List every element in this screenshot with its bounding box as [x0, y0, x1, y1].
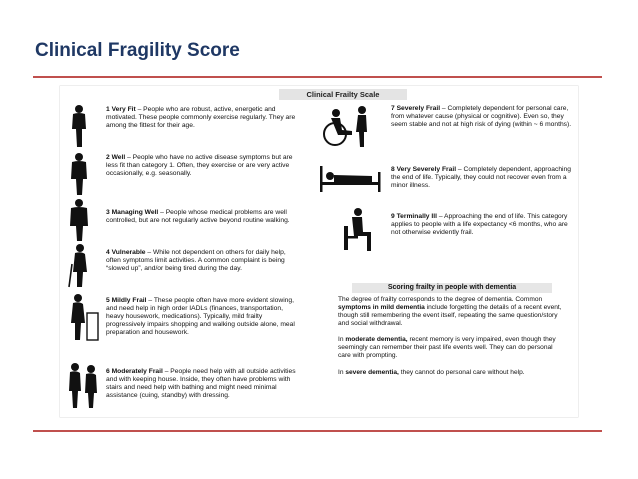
- item-text: – These people often have more evident slowing, and need help in high order IADLs (finances, transportation, heavy housework, medications). Typically, mild frailty progressively impairs shopping and walking outside alone, meal preparation and housework.: [106, 297, 295, 337]
- scale-item-6: [106, 368, 304, 400]
- item-text: – People who are robust, active, energetic and motivated. These people commonly exercise regularly. They are among the fittest for their age.: [106, 106, 296, 130]
- scale-item-2: [106, 154, 301, 178]
- dementia-paragraph-moderate: [338, 336, 566, 360]
- scale-item-4: [106, 249, 301, 273]
- item-text: – People need help with all outside activities and with keeping house. Inside, they often have problems with stairs and need help with bathing and might need minimal assistance (cuing, standby) with dressing.: [106, 368, 296, 400]
- item-text: – People who have no active disease symptoms but are less fit than category 1. Often, they exercise or are very active occasionally, e.g. seasonally.: [106, 154, 293, 178]
- item-label: 2 Well: [106, 154, 126, 161]
- frailty-scale-figure: [60, 86, 578, 417]
- dementia-text: include forgetting the details of a recent event, though still remembering the event itself, repeating the same question/story and social withdrawal.: [338, 304, 562, 327]
- scale-item-1: [106, 106, 301, 130]
- item-label: 1 Very Fit: [106, 106, 136, 113]
- scale-item-8: [391, 166, 575, 190]
- vulnerable-figure-icon: [64, 242, 96, 288]
- severely-frail-figure-icon: [318, 104, 376, 148]
- dementia-title: Scoring frailty in people with dementia: [352, 283, 552, 293]
- managing-well-figure-icon: [66, 198, 92, 242]
- item-text: – While not dependent on others for daily help, often symptoms limit activities. A common complaint is being “slowed up”, and/or being tired during the day.: [106, 249, 286, 273]
- dementia-text: The degree of frailty corresponds to the degree of dementia. Common: [338, 296, 543, 303]
- item-text: – People whose medical problems are well controlled, but are not regularly active beyond routine walking.: [106, 209, 290, 225]
- dementia-emphasis: severe dementia,: [345, 369, 399, 376]
- well-figure-icon: [66, 152, 92, 196]
- item-text: – Completely dependent for personal care, from whatever cause (physical or cognitive). Even so, they seem stable and not at high risk of dying (within ~ 6 months).: [391, 105, 572, 129]
- item-label: 6 Moderately Frail: [106, 368, 163, 375]
- dementia-text: they cannot do personal care without help.: [398, 369, 525, 376]
- very-severely-frail-figure-icon: [318, 162, 384, 198]
- dementia-emphasis: moderate dementia,: [345, 336, 408, 343]
- item-label: 3 Managing Well: [106, 209, 159, 216]
- item-label: 5 Mildly Frail: [106, 297, 147, 304]
- scale-item-7: [391, 105, 575, 129]
- dementia-text: In: [338, 369, 346, 376]
- dementia-scoring-box: [334, 283, 570, 391]
- slide-title: Clinical Fragility Score: [35, 40, 240, 61]
- top-divider: [33, 76, 602, 78]
- item-label: 9 Terminally Ill: [391, 213, 437, 220]
- item-text: – Approaching the end of life. This category applies to people with a life expectancy <6 months, who are not otherwise evidently frail.: [391, 213, 568, 237]
- dementia-text: In: [338, 336, 346, 343]
- scale-item-3: [106, 209, 301, 225]
- bottom-divider: [33, 430, 602, 432]
- terminally-ill-figure-icon: [338, 206, 378, 252]
- dementia-paragraph-severe: [338, 369, 566, 377]
- dementia-paragraph-mild: [338, 296, 566, 328]
- item-label: 4 Vulnerable: [106, 249, 146, 256]
- item-label: 7 Severely Frail: [391, 105, 441, 112]
- dementia-text: recent memory is very impaired, even though they seemingly can remember their past life events well. They can do personal care with prompting.: [338, 336, 556, 359]
- mildly-frail-figure-icon: [62, 291, 102, 341]
- very-fit-figure-icon: [66, 104, 92, 148]
- scale-title: Clinical Frailty Scale: [279, 89, 407, 100]
- moderately-frail-figure-icon: [64, 361, 104, 409]
- dementia-emphasis: symptoms in mild dementia: [338, 304, 425, 311]
- item-text: – Completely dependent, approaching the end of life. Typically, they could not recover even from a minor illness.: [391, 166, 571, 190]
- scale-item-9: [391, 213, 575, 237]
- item-label: 8 Very Severely Frail: [391, 166, 457, 173]
- scale-item-5: [106, 297, 301, 337]
